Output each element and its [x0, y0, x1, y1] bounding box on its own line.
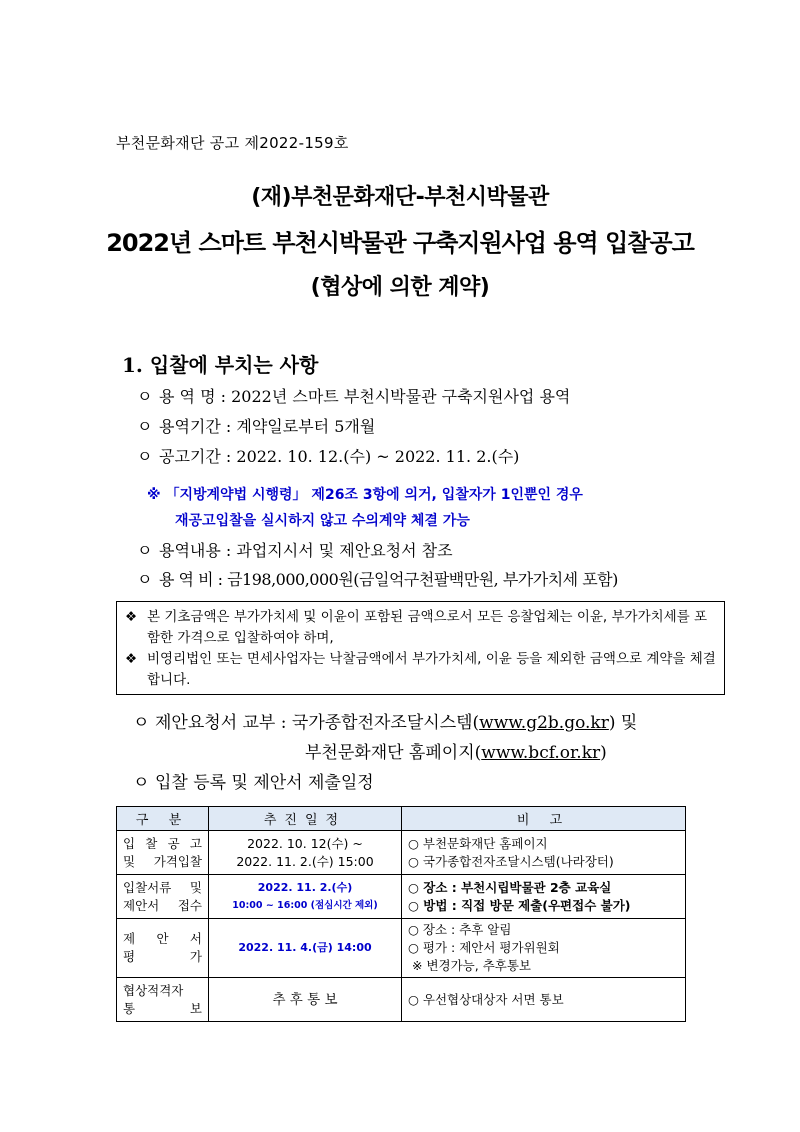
schedule-table	[116, 806, 686, 1022]
table-header-row	[117, 807, 686, 831]
bullet-icon: ㅇ	[133, 713, 150, 733]
rfp-homepage-line	[305, 738, 607, 763]
row-remarks: ○ 우선협상대상자 서면 통보	[402, 978, 686, 1022]
table-row	[117, 978, 686, 1022]
diamond-bullet-icon: ❖	[125, 651, 138, 667]
row-schedule: 2022. 10. 12(수) ~ 2022. 11. 2.(수) 15:00	[209, 831, 402, 875]
table-row	[117, 875, 686, 919]
row-schedule: 추 후 통 보	[209, 978, 402, 1022]
header-category: 구 분	[117, 807, 209, 831]
bullet-icon: ㅇ	[137, 447, 153, 466]
row-category: 입 찰 공 고 및 가격입찰	[117, 831, 209, 875]
service-cost-line	[137, 567, 618, 590]
price-notice-text: 비영리법인 또는 면세사업자는 낙찰금액에서 부가가치세, 이윤 등을 제외한 금액으로 계약을 체결합니다.	[147, 651, 716, 688]
row-category: 협상적격자 통 보	[117, 978, 209, 1022]
service-name: 용 역 명 : 2022년 스마트 부천시박물관 구축지원사업 용역	[159, 387, 571, 406]
table-row	[117, 831, 686, 875]
table-row	[117, 919, 686, 978]
schedule-heading: 입찰 등록 및 제안서 제출일정	[155, 773, 374, 793]
row-remarks: ○ 장소 : 추후 알림 ○ 평가 : 제안서 평가위원회 ※ 변경가능, 추후통보	[402, 919, 686, 978]
bullet-icon: ㅇ	[133, 773, 150, 793]
rfp-prefix: 제안요청서 교부 : 국가종합전자조달시스템(	[155, 713, 480, 733]
header-schedule: 추진일정	[209, 807, 402, 831]
bullet-icon: ㅇ	[137, 570, 152, 589]
row-schedule: 2022. 11. 2.(수) 10:00 ~ 16:00 (점심시간 제외)	[209, 875, 402, 919]
service-name-line	[137, 384, 570, 407]
row-remarks: ○ 부천문화재단 홈페이지 ○ 국가종합전자조달시스템(나라장터)	[402, 831, 686, 875]
price-notice-text: 본 기초금액은 부가가치세 및 이윤이 포함된 금액으로서 모든 응찰업체는 이윤, 부가가치세를 포함한 가격으로 입찰하여야 하며,	[147, 609, 708, 646]
notice-number: 부천문화재단 공고 제2022-159호	[116, 134, 349, 152]
price-notice-box	[116, 601, 725, 695]
row-category: 제 안 서 평 가	[117, 919, 209, 978]
section-heading: 1. 입찰에 부치는 사항	[122, 353, 319, 377]
service-cost: 용 역 비 : 금198,000,000원(금일억구천팔백만원, 부가가치세 포함)	[159, 570, 618, 589]
bullet-icon: ㅇ	[137, 387, 153, 406]
title-contract-type: (협상에 의한 계약)	[310, 275, 490, 300]
homepage-suffix: )	[600, 743, 607, 763]
price-notice-item	[125, 607, 716, 649]
rfp-distribution-line	[133, 708, 637, 733]
service-content-line	[137, 538, 453, 561]
price-notice-item	[125, 649, 716, 691]
header-remarks: 비 고	[402, 807, 686, 831]
notice-period: 공고기간 : 2022. 10. 12.(수) ~ 2022. 11. 2.(수)	[159, 447, 520, 466]
legal-note-line1: ※ 「지방계약법 시행령」 제26조 3항에 의거, 입찰자가 1인뿐인 경우	[147, 487, 583, 503]
bcf-link[interactable]: www.bcf.or.kr	[481, 743, 601, 763]
service-period-line	[137, 414, 375, 437]
schedule-heading-line	[133, 768, 374, 793]
title-main: 2022년 스마트 부천시박물관 구축지원사업 용역 입찰공고	[106, 229, 694, 257]
row-remarks: ○ 장소 : 부천시립박물관 2층 교육실 ○ 방법 : 직접 방문 제출(우편접수 불가)	[402, 875, 686, 919]
g2b-link[interactable]: www.g2b.go.kr	[479, 713, 609, 733]
rfp-suffix: ) 및	[608, 713, 638, 733]
homepage-prefix: 부천문화재단 홈페이지(	[305, 743, 482, 763]
diamond-bullet-icon: ❖	[125, 609, 138, 625]
legal-note-line2: 재공고입찰을 실시하지 않고 수의계약 체결 가능	[175, 513, 470, 529]
row-schedule: 2022. 11. 4.(금) 14:00	[209, 919, 402, 978]
row-category: 입찰서류 및 제안서 접수	[117, 875, 209, 919]
title-organization: (재)부천문화재단-부천시박물관	[251, 185, 549, 210]
service-period: 용역기간 : 계약일로부터 5개월	[159, 417, 376, 436]
bullet-icon: ㅇ	[137, 541, 153, 560]
notice-period-line	[137, 444, 519, 467]
bullet-icon: ㅇ	[137, 417, 153, 436]
service-content: 용역내용 : 과업지시서 및 제안요청서 참조	[159, 541, 453, 560]
